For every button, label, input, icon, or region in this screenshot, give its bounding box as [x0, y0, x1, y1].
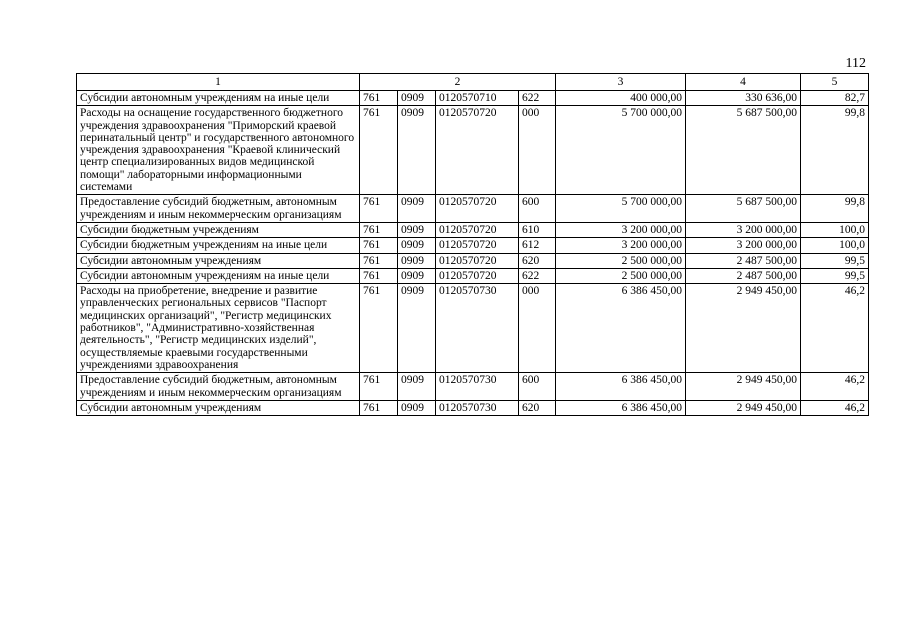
value-percent: 100,0 — [801, 238, 869, 253]
value-actual: 2 949 450,00 — [686, 373, 801, 401]
value-percent: 46,2 — [801, 373, 869, 401]
code-section: 0909 — [398, 106, 436, 195]
value-plan: 6 386 450,00 — [556, 373, 686, 401]
value-actual: 2 487 500,00 — [686, 268, 801, 283]
table-row — [77, 91, 869, 106]
code-section: 0909 — [398, 373, 436, 401]
code-type: 622 — [519, 268, 556, 283]
value-actual: 2 487 500,00 — [686, 253, 801, 268]
value-plan: 2 500 000,00 — [556, 268, 686, 283]
value-plan: 5 700 000,00 — [556, 106, 686, 195]
row-name: Субсидии бюджетным учреждениям — [77, 222, 360, 237]
row-name: Субсидии автономным учреждениям — [77, 253, 360, 268]
table-row — [77, 238, 869, 253]
code-gr: 761 — [360, 373, 398, 401]
code-target: 0120570720 — [436, 195, 519, 223]
row-name: Предоставление субсидий бюджетным, автономным учреждениям и иным некоммерческим организациям — [77, 373, 360, 401]
value-actual: 2 949 450,00 — [686, 400, 801, 415]
value-percent: 99,8 — [801, 195, 869, 223]
row-name: Субсидии автономным учреждениям на иные цели — [77, 268, 360, 283]
table-row — [77, 106, 869, 195]
code-type: 600 — [519, 373, 556, 401]
code-section: 0909 — [398, 91, 436, 106]
row-name: Субсидии бюджетным учреждениям на иные цели — [77, 238, 360, 253]
code-gr: 761 — [360, 284, 398, 373]
code-target: 0120570720 — [436, 106, 519, 195]
code-gr: 761 — [360, 238, 398, 253]
code-target: 0120570730 — [436, 373, 519, 401]
code-gr: 761 — [360, 195, 398, 223]
table-row — [77, 373, 869, 401]
row-name: Предоставление субсидий бюджетным, автономным учреждениям и иным некоммерческим организациям — [77, 195, 360, 223]
code-target: 0120570730 — [436, 284, 519, 373]
code-type: 612 — [519, 238, 556, 253]
code-target: 0120570730 — [436, 400, 519, 415]
value-percent: 82,7 — [801, 91, 869, 106]
value-percent: 99,5 — [801, 253, 869, 268]
code-type: 000 — [519, 284, 556, 373]
page-number: 112 — [845, 56, 866, 71]
code-gr: 761 — [360, 253, 398, 268]
code-type: 620 — [519, 400, 556, 415]
column-header: 3 — [556, 74, 686, 91]
code-section: 0909 — [398, 268, 436, 283]
value-percent: 46,2 — [801, 284, 869, 373]
code-section: 0909 — [398, 222, 436, 237]
code-type: 622 — [519, 91, 556, 106]
row-name: Субсидии автономным учреждениям на иные цели — [77, 91, 360, 106]
row-name: Субсидии автономным учреждениям — [77, 400, 360, 415]
value-plan: 6 386 450,00 — [556, 284, 686, 373]
value-actual: 3 200 000,00 — [686, 222, 801, 237]
code-section: 0909 — [398, 195, 436, 223]
column-header: 5 — [801, 74, 869, 91]
value-plan: 5 700 000,00 — [556, 195, 686, 223]
column-header: 4 — [686, 74, 801, 91]
value-actual: 5 687 500,00 — [686, 195, 801, 223]
table-row — [77, 195, 869, 223]
code-target: 0120570720 — [436, 222, 519, 237]
code-type: 600 — [519, 195, 556, 223]
code-target: 0120570720 — [436, 253, 519, 268]
code-type: 610 — [519, 222, 556, 237]
value-plan: 400 000,00 — [556, 91, 686, 106]
row-name: Расходы на оснащение государственного бюджетного учреждения здравоохранения "Приморский краевой перинатальный центр" и государственного автономного учреждения здравоохранения "Краевой клинический центр специализированных видов медицинской помощи" лабораторными информационными системами — [77, 106, 360, 195]
table-row — [77, 268, 869, 283]
budget-table — [76, 73, 869, 416]
value-actual: 3 200 000,00 — [686, 238, 801, 253]
code-gr: 761 — [360, 222, 398, 237]
code-gr: 761 — [360, 268, 398, 283]
value-percent: 99,8 — [801, 106, 869, 195]
value-percent: 100,0 — [801, 222, 869, 237]
code-target: 0120570720 — [436, 238, 519, 253]
value-percent: 99,5 — [801, 268, 869, 283]
table-row — [77, 284, 869, 373]
row-name: Расходы на приобретение, внедрение и развитие управленческих региональных сервисов "Паспорт медицинских организаций", "Регистр медицинских работников", "Административно-хозяйственная деятельность", "Регистр медицинских изделий", осуществляемые краевыми государственными учреждениями здравоохранения — [77, 284, 360, 373]
value-actual: 5 687 500,00 — [686, 106, 801, 195]
code-section: 0909 — [398, 238, 436, 253]
value-actual: 2 949 450,00 — [686, 284, 801, 373]
table-row — [77, 400, 869, 415]
value-actual: 330 636,00 — [686, 91, 801, 106]
value-plan: 2 500 000,00 — [556, 253, 686, 268]
header-row — [77, 74, 869, 91]
value-plan: 6 386 450,00 — [556, 400, 686, 415]
code-gr: 761 — [360, 91, 398, 106]
code-target: 0120570720 — [436, 268, 519, 283]
code-type: 000 — [519, 106, 556, 195]
code-target: 0120570710 — [436, 91, 519, 106]
code-section: 0909 — [398, 284, 436, 373]
column-header: 1 — [77, 74, 360, 91]
code-section: 0909 — [398, 253, 436, 268]
code-gr: 761 — [360, 400, 398, 415]
table-row — [77, 253, 869, 268]
value-percent: 46,2 — [801, 400, 869, 415]
column-header: 2 — [360, 74, 556, 91]
code-gr: 761 — [360, 106, 398, 195]
code-type: 620 — [519, 253, 556, 268]
table-row — [77, 222, 869, 237]
table-body — [77, 91, 869, 416]
value-plan: 3 200 000,00 — [556, 222, 686, 237]
value-plan: 3 200 000,00 — [556, 238, 686, 253]
code-section: 0909 — [398, 400, 436, 415]
